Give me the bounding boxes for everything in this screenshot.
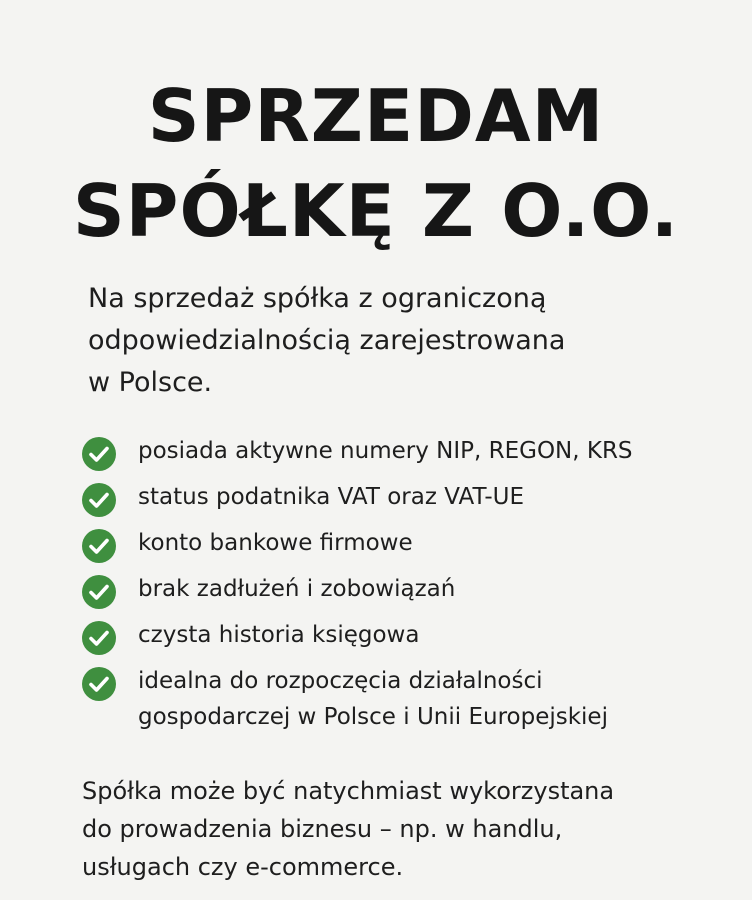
feature-item xyxy=(82,479,633,525)
intro-line: w Polsce. xyxy=(88,367,213,398)
intro-line: odpowiedzialnością zarejestrowana xyxy=(88,325,566,356)
headline-line-1: SPRZEDAM xyxy=(147,74,605,158)
check-circle-icon xyxy=(82,483,116,517)
check-circle-icon xyxy=(82,437,116,471)
feature-text: gospodarczej w Polsce i Unii Europejskiej xyxy=(138,704,608,730)
feature-list xyxy=(82,433,633,735)
feature-item xyxy=(82,571,633,617)
intro-paragraph xyxy=(88,278,728,404)
outro-paragraph xyxy=(82,772,732,886)
feature-text: czysta historia księgowa xyxy=(138,622,420,648)
check-circle-icon xyxy=(82,621,116,655)
check-circle-icon xyxy=(82,667,116,701)
feature-item xyxy=(82,433,633,479)
feature-item xyxy=(82,617,633,663)
feature-text: status podatnika VAT oraz VAT-UE xyxy=(138,484,525,510)
feature-item xyxy=(82,663,633,735)
outro-line: Spółka może być natychmiast wykorzystana xyxy=(82,777,615,805)
outro-line: usługach czy e-commerce. xyxy=(82,853,404,881)
feature-item xyxy=(82,525,633,571)
outro-line: do prowadzenia biznesu – np. w handlu, xyxy=(82,815,563,843)
feature-text: posiada aktywne numery NIP, REGON, KRS xyxy=(138,438,633,464)
check-circle-icon xyxy=(82,529,116,563)
intro-line: Na sprzedaż spółka z ograniczoną xyxy=(88,283,547,314)
headline-line-2: SPÓŁKĘ Z O.O. xyxy=(72,169,680,253)
feature-text: idealna do rozpoczęcia działalności xyxy=(138,668,543,694)
feature-text: konto bankowe firmowe xyxy=(138,530,413,556)
feature-text: brak zadłużeń i zobowiązań xyxy=(138,576,456,602)
check-circle-icon xyxy=(82,575,116,609)
